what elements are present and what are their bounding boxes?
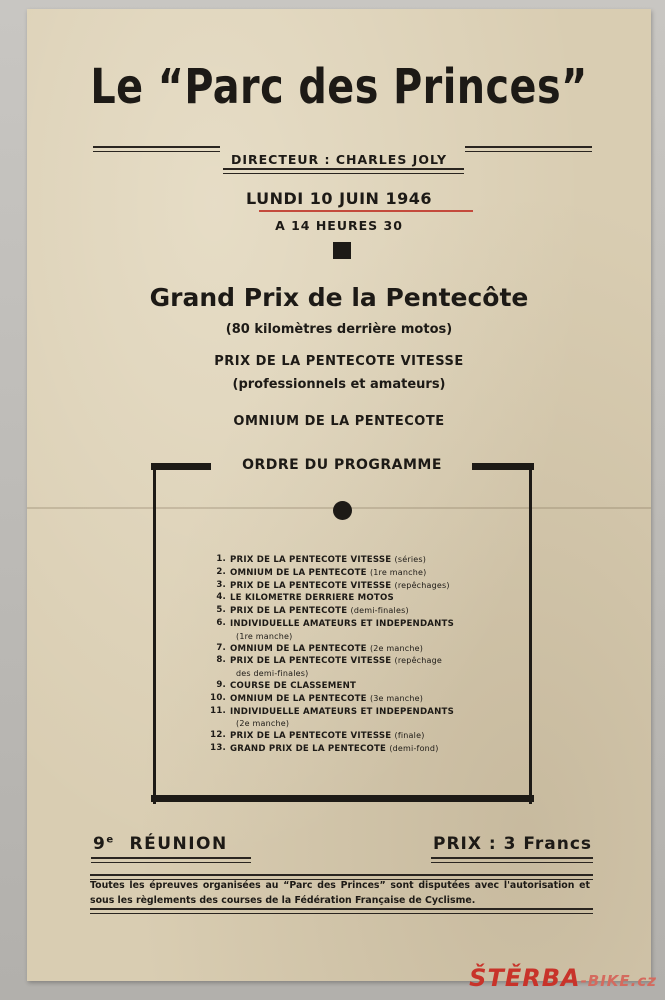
programme-list [203,554,503,756]
second-event-subtitle: (professionnels et amateurs) [232,377,446,392]
main-event-subtitle: (80 kilomètres derrière motos) [225,322,453,337]
programme-item: 6. INDIVIDUELLE AMATEURS ET INDEPENDANTS (1re manche) [216,617,454,641]
federation-notice: Toutes les épreuves organisées au “Parc des Princes” sont disputées avec l'autorisation et sous les règlements des courses de la Fédération Française de Cyclisme. [90,880,590,906]
venue-title: Le “Parc des Princes” [90,59,588,115]
third-event-title: OMNIUM DE LA PENTECOTE [233,414,445,429]
programme-item: 9. COURSE DE CLASSEMENT [216,679,357,691]
event-date: LUNDI 10 JUIN 1946 [245,189,433,208]
notice-rule-bottom [90,908,593,916]
square-ornament-icon [333,242,351,259]
event-time: A 14 HEURES 30 [275,218,403,233]
programme-item: 13. GRAND PRIX DE LA PENTECOTE (demi-fond) [210,742,439,754]
watermark-logo: ŠTĚRBA-BIKE.cz [469,964,657,992]
programme-item: 8. PRIX DE LA PENTECOTE VITESSE (repêchage des demi-finales) [216,655,443,679]
main-event-title: Grand Prix de la Pentecôte [149,283,529,312]
price-rule [431,857,593,865]
programme-item: 1. PRIX DE LA PENTECOTE VITESSE (séries) [216,554,427,565]
programme-item: 11. INDIVIDUELLE AMATEURS ET INDEPENDANTS (2e manche) [210,705,454,729]
director-rule [223,168,464,176]
programme-heading: ORDRE DU PROGRAMME [242,457,442,473]
programme-item: 10. OMNIUM DE LA PENTECOTE (3e manche) [210,692,424,704]
programme-item: 3. PRIX DE LA PENTECOTE VITESSE (repêchages) [216,579,450,591]
programme-item: 4. LE KILOMETRE DERRIERE MOTOS [216,592,394,604]
meeting-number: 9e RÉUNION [93,834,228,854]
date-underline [259,210,473,212]
program-leaflet [27,9,651,981]
programme-item: 12. PRIX DE LA PENTECOTE VITESSE (finale) [210,730,425,742]
director-line: DIRECTEUR : CHARLES JOLY [230,152,448,167]
programme-bar-bottom [151,795,534,802]
programme-item: 5. PRIX DE LA PENTECOTE (demi-finales) [216,605,409,617]
second-event-title: PRIX DE LA PENTECOTE VITESSE [214,354,464,369]
programme-bar-right [472,463,534,470]
programme-bar-left [151,463,211,470]
programme-item: 2. OMNIUM DE LA PENTECOTE (1re manche) [216,566,427,578]
reunion-rule [91,857,251,865]
dot-ornament-icon [333,501,352,520]
programme-item: 7. OMNIUM DE LA PENTECOTE (2e manche) [216,642,424,654]
ticket-price: PRIX : 3 Francs [433,834,593,854]
